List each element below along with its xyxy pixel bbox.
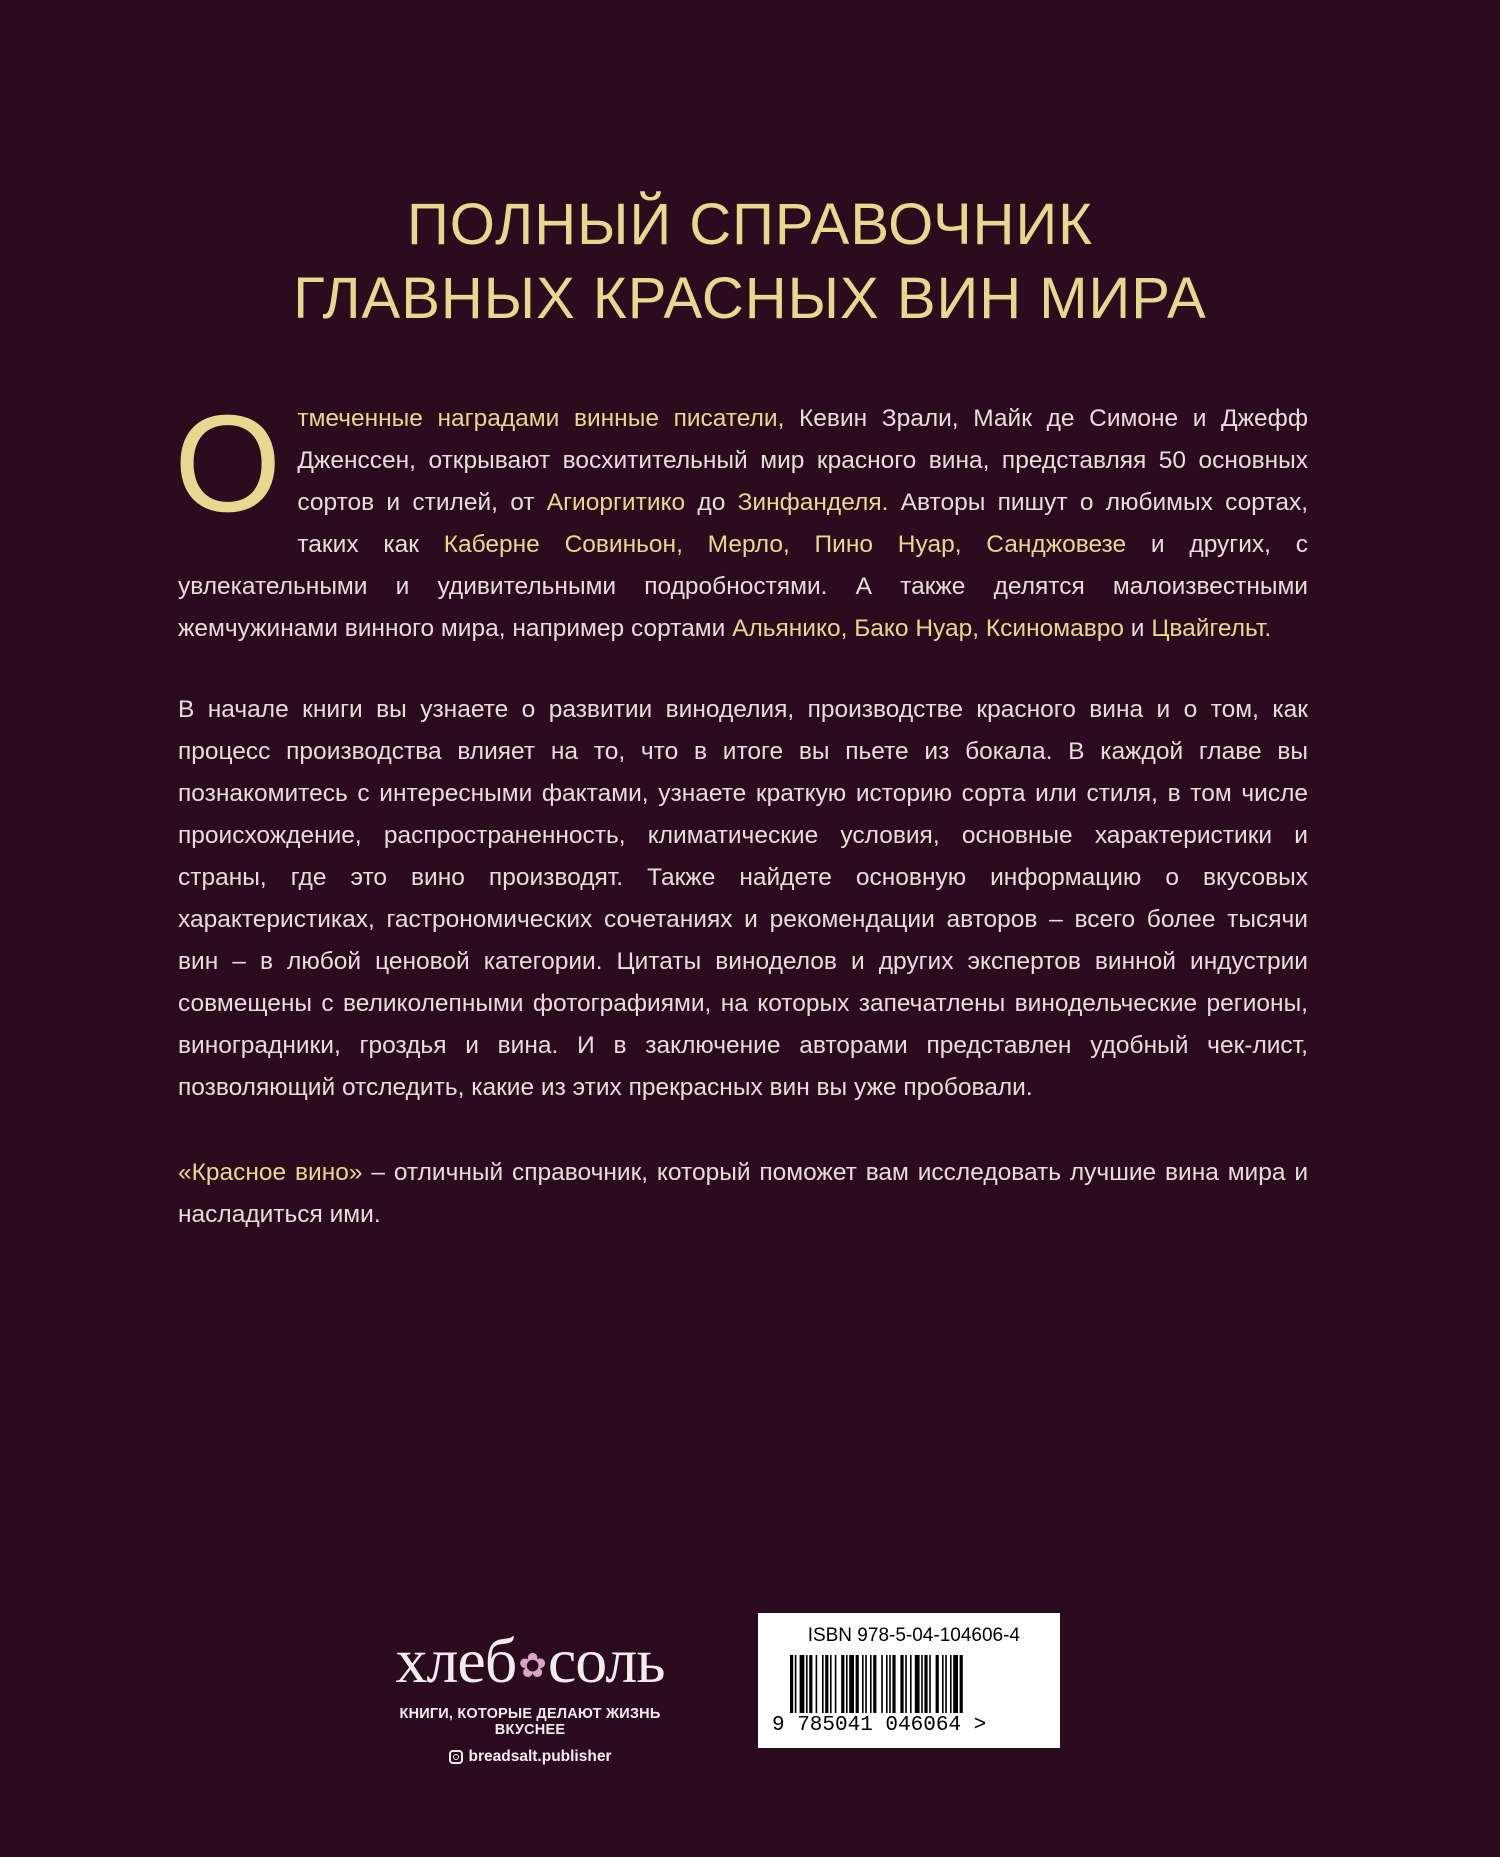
cover-title [0,188,1500,336]
text-segment: до [685,489,738,516]
highlight-zweigelt: Цвайгельт. [1151,615,1272,642]
isbn-barcode [758,1613,1060,1748]
highlight-zinfandel: Зинфанделя. [737,489,889,516]
publisher-wordmark [370,1626,690,1702]
highlight-rare-grapes: Альянико, Бако Нуар, Ксиномавро [732,615,1124,642]
logo-word-right: соль [547,1625,665,1696]
text-segment: – отличный справочник, который поможет вам исследовать лучшие вина мира и насладиться ими. [178,1159,1308,1228]
cover-title-line-1: ПОЛНЫЙ СПРАВОЧНИК [407,192,1093,257]
publisher-tagline: КНИГИ, КОТОРЫЕ ДЕЛАЮТ ЖИЗНЬ ВКУСНЕЕ [399,1706,661,1739]
flower-icon: ✿ [518,1648,546,1686]
cover-title-line-2: ГЛАВНЫХ КРАСНЫХ ВИН МИРА [293,266,1207,331]
text-segment: и других, с увлекательными и удивительными подробностями. А также делятся малоизвестными жемчужинами винного мира, например сортами [178,531,1309,642]
highlight-agiorgitiko: Агиоргитико [546,489,686,516]
text-segment: и [1124,615,1152,642]
summary-paragraph [178,1152,1308,1236]
text-segment: Авторы пишут о любимых сортах, таких как [297,489,1309,558]
book-title-quote: «Красное вино» [178,1159,363,1186]
text-segment: Кевин Зрали, Майк де Симоне и Джефф Дженссен, открывают восхитительный мир красного вина, представляя 50 основных сортов и стилей, от [297,405,1308,516]
publisher-logo [370,1626,690,1766]
isbn-number: ISBN 978-5-04-104606-4 [807,1625,1020,1646]
description-paragraph: В начале книги вы узнаете о развитии виноделия, производстве красного вина и о том, как процесс производства влияет на то, что в итоге вы пьете из бокала. В каждой главе вы познакомитесь с интересными фактами, узнаете краткую историю сорта или стиля, в том числе происхождение, распространенность, климатические условия, основные характеристики и страны, где это вино производят. Также найдете основную информацию о вкусовых характеристиках, гастрономических сочетаниях и рекомендации авторов – всего более тысячи вин – в любой ценовой категории. Цитаты виноделов и других экспертов винной индустрии совмещены с великолепными фотографиями, на которых запечатлены винодельческие регионы, виноградники, гроздья и вина. И в заключение авторами представлен удобный чек-лист, позволяющий отследить, какие из этих прекрасных вин вы уже пробовали. [178,696,1308,1101]
highlight-popular-grapes: Каберне Совиньон, Мерло, Пино Нуар, Санджовезе [443,531,1127,558]
social-handle: breadsalt.publisher [468,1748,612,1766]
drop-cap-letter: О [174,387,282,541]
instagram-icon [449,1750,463,1764]
barcode-digits: 9 785041 046064 > [772,1714,987,1737]
highlight-award-writers: тмеченные наградами винные писатели, [297,405,785,432]
barcode-bars [790,1655,1026,1713]
intro-paragraph [174,387,1309,650]
logo-word-left: хлеб [395,1625,517,1696]
publisher-social [370,1748,690,1766]
